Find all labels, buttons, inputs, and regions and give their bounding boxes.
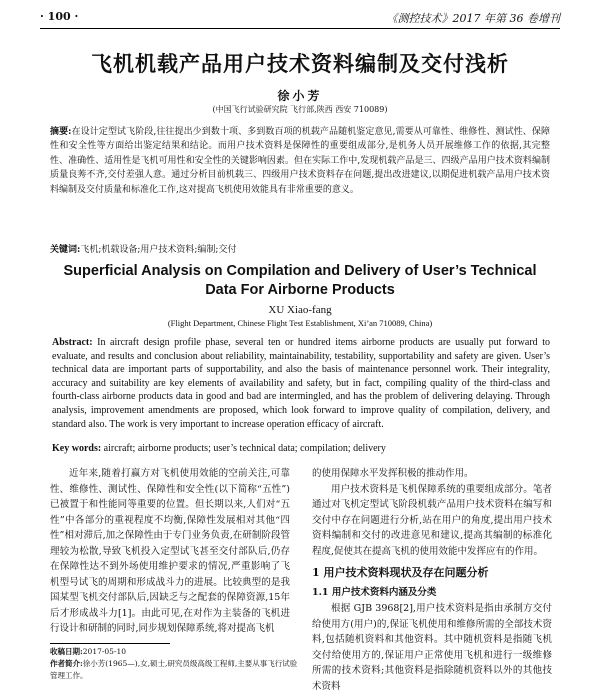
keywords-english-text: aircraft; airborne products; user’s technical data; compilation; delivery (103, 443, 386, 454)
footnote-received-date: 2017-05-10 (82, 647, 127, 656)
journal-name: 《测控技术》2017 年第 36 卷增刊 (386, 12, 560, 25)
footnote-received (50, 646, 300, 658)
footnote-divider (50, 643, 170, 644)
keywords-chinese-label: 关键词: (50, 245, 81, 255)
affiliation-english: (Flight Department, Chinese Flight Test Establishment, Xi’an 710089, China) (167, 318, 433, 328)
header-divider (40, 28, 560, 29)
author-chinese: 徐小芳 (277, 89, 323, 103)
abstract-chinese-text: 在设计定型试飞阶段,往往提出少到数十项、多到数百项的机载产品随机鉴定意见,需要从可靠性、维修性、测试性、保障性和安全性等方面给出鉴定结果和结论。而用户技术资料是保障性的重要组成部分,是机务人员开展维修工作的依据,其完整性、准确性、适用性是飞机可用性和安全性的关键影响因素。但在实际工作中,发现机载产品是三、四级产品用户技术资料编制质量良莠不齐,交付差强人意。通过分析目前机载三、四级用户技术资料存在问题,提出改进建议,以期促进机载产品用户技术资料编制及交付质量和标准化工作,这对提高飞机使用效能具有非常重要的意义。 (50, 127, 550, 195)
author-english: XU Xiao-fang (268, 304, 332, 316)
footnote-author-bio: 徐小芳(1965—),女,硕士,研究员级高级工程师,主要从事飞行试验管理工作。 (50, 659, 298, 680)
subsection-heading: 1.1 用户技术资料内涵及分类 (312, 586, 437, 598)
abstract-chinese-label: 摘要: (50, 127, 72, 137)
body-paragraph: 根据 GJB 3968[2],用户技术资料是指由承制方交付给使用方(用户)的,保证飞机使用和维修所需的全部技术资料,包括随机资料和其他资料。其中随机资料是指随飞机交付给使用方的,保证用户正常使用飞机和进行一级维修所需的技术资料;其他资料是指除随机资料以外的其他技术资料 (312, 603, 552, 692)
abstract-english (52, 336, 550, 431)
body-paragraph: 近年来,随着打赢方对飞机使用效能的空前关注,可靠性、维修性、测试性、保障性和安全性(以下简称“五性”)已被置于和性能同等重要的位置。但长期以来,人们对“五性”中各部分的重视程度不均衡,保障性发展相对其他“四性”相对滞后,加之保障性由于专门业务负责,在研制阶段管理较为松散,导致飞机投入定型试飞甚至交付部队后,仍存在保障性达不到外场使用维护要求的情况,严重影响了飞机型号试飞的周期和形成战斗力的进展。比较典型的是我国某型飞机交付部队后,因缺乏与之配套的保障资源,15年后才形成战斗力[1]。由此可见,在对作为主装备的飞机进行设计和研制的同时,同步规划保障系统,将对提高飞机 (50, 468, 290, 634)
body-right-column (312, 466, 552, 694)
body-paragraph: 的使用保障水平发挥积极的推动作用。 (312, 468, 474, 479)
running-header (40, 10, 560, 26)
footnote-received-label: 收稿日期: (50, 647, 83, 656)
footnote-author-label: 作者简介: (50, 659, 83, 668)
body-paragraph: 用户技术资料是飞机保障系统的重要组成部分。笔者通过对飞机定型试飞阶段机载产品用户技术资料在编写和交付中存在问题进行分析,站在用户的角度,提出用户技术资料编制和交付的改进意见和建议,提高其编制的标准化程度,促使其在提高飞机的使用效能中发挥应有的作用。 (312, 483, 552, 557)
footnote-author (50, 658, 300, 682)
section-heading: 1 用户技术资料现状及存在问题分析 (312, 566, 489, 579)
title-chinese: 飞机机载产品用户技术资料编制及交付浅析 (91, 51, 509, 76)
keywords-chinese-text: 飞机;机载设备;用户技术资料;编制;交付 (80, 245, 237, 255)
keywords-english (52, 442, 550, 455)
abstract-english-text: In aircraft design profile phase, several ten or hundred items airborne products are usually put forward to evaluate, and results and conclusion about reliability, maintainability, testability, supportability and safety are given. User’s technical data are important parts of supportability, and also the basis of maintenance personnel work. Their integrality, accuracy and suitability are key elements of availability and safety, but in fact, compiling quality of the third-class and fourth-class airborne products data in good and bad are intermingled, and has the problem of delivering delaying. Through analysis, improvement amendments are proposed, which look forward to improve quality of compilation, delivery, and standard also. The work is very important to increase operation efficacy of aircraft. (52, 337, 551, 430)
keywords-chinese (50, 244, 550, 257)
page-number: · 100 · (40, 10, 79, 23)
keywords-english-label: Key words: (52, 443, 102, 454)
title-english: Superficial Analysis on Compilation and Delivery of User’s Technical Data For Airborne Products (63, 263, 537, 298)
abstract-english-label: Abstract: (52, 337, 93, 348)
abstract-chinese (50, 125, 550, 197)
body-left-column (50, 466, 290, 637)
affiliation-chinese: (中国飞行试验研究院 飞行部,陕西 西安 710089) (212, 105, 388, 114)
